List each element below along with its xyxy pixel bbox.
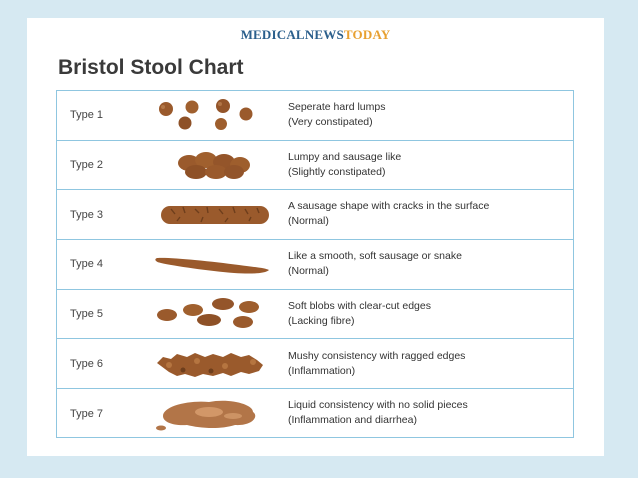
row-description [288,299,431,329]
table-row-type-4 [57,240,573,290]
description-note: (Lacking fibre) [288,314,355,327]
lumpy-sausage-icon [149,144,279,186]
description-text: A sausage shape with cracks in the surface [288,200,490,213]
type-label: Type 3 [70,208,104,221]
liquid-puddle-icon [149,392,279,434]
description-note: (Inflammation) [288,364,356,377]
description-note: (Inflammation and diarrhea) [288,414,417,427]
table-row-type-5 [57,290,573,340]
row-description [288,349,465,379]
mushy-pieces-icon [149,343,279,385]
row-description [288,249,462,279]
description-note: (Normal) [288,265,329,278]
stool-table [56,90,574,438]
brand-part-today: TODAY [343,27,391,42]
table-row-type-6 [57,340,573,390]
type-label: Type 1 [70,109,104,122]
description-note: (Normal) [288,215,329,228]
brand-logo [27,27,604,43]
description-text: Mushy consistency with ragged edges [288,349,466,362]
description-text: Soft blobs with clear-cut edges [288,299,431,312]
smooth-snake-icon [149,243,279,285]
description-text: Seperate hard lumps [288,101,386,113]
type-label: Type 5 [70,308,104,321]
row-description [288,199,489,229]
description-text: Lumpy and sausage like [288,150,402,163]
page-title: Bristol Stool Chart [58,56,244,79]
table-row-type-1 [57,91,573,141]
description-text: Like a smooth, soft sausage or snake [288,250,462,263]
row-description [288,398,468,428]
row-description [288,100,385,130]
description-text: Liquid consistency with no solid pieces [288,399,468,412]
separate-lumps-icon [149,94,279,136]
type-label: Type 6 [70,357,104,370]
type-label: Type 4 [70,258,104,271]
brand-part-news: NEWS [304,27,344,42]
cracked-sausage-icon [149,193,279,235]
chart-card [27,18,604,456]
description-note: (Very constipated) [288,116,373,128]
type-label: Type 7 [70,408,104,421]
brand-part-medical: MEDICAL [240,27,305,42]
table-row-type-3 [57,190,573,240]
row-description [288,150,401,180]
table-row-type-2 [57,141,573,191]
table-row-type-7 [57,389,573,439]
type-label: Type 2 [70,159,104,172]
soft-blobs-icon [149,293,279,335]
description-note: (Slightly constipated) [288,165,386,178]
